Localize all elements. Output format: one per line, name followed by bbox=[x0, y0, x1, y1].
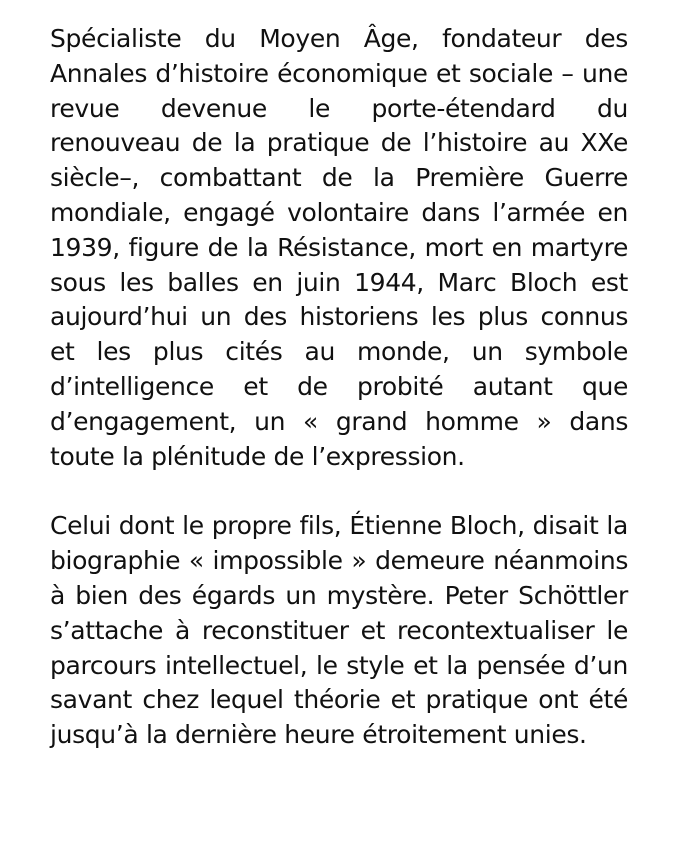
document-body bbox=[50, 22, 628, 753]
paragraph-1: Spécialiste du Moyen Âge, fondateur des Annales d’histoire économique et sociale – une revue devenue le porte-étendard du renouveau de la pratique de l’histoire au XXe siècle–, combattant de la Première Guerre mondiale, engagé volontaire dans l’armée en 1939, figure de la Résistance, mort en martyre sous les balles en juin 1944, Marc Bloch est aujourd’hui un des historiens les plus connus et les plus cités au monde, un symbole d’intelligence et de probité autant que d’engagement, un « grand homme » dans toute la plénitude de l’expression. bbox=[50, 24, 628, 471]
paragraph-2: Celui dont le propre fils, Étienne Bloch, disait la biographie « impossible » demeure néanmoins à bien des égards un mystère. Peter Schöttler s’attache à reconstituer et recontextualiser le parcours intellectuel, le style et la pensée d’un savant chez lequel théorie et pratique ont été jusqu’à la dernière heure étroitement unies. bbox=[50, 511, 628, 750]
paragraph-spacer bbox=[50, 474, 628, 509]
